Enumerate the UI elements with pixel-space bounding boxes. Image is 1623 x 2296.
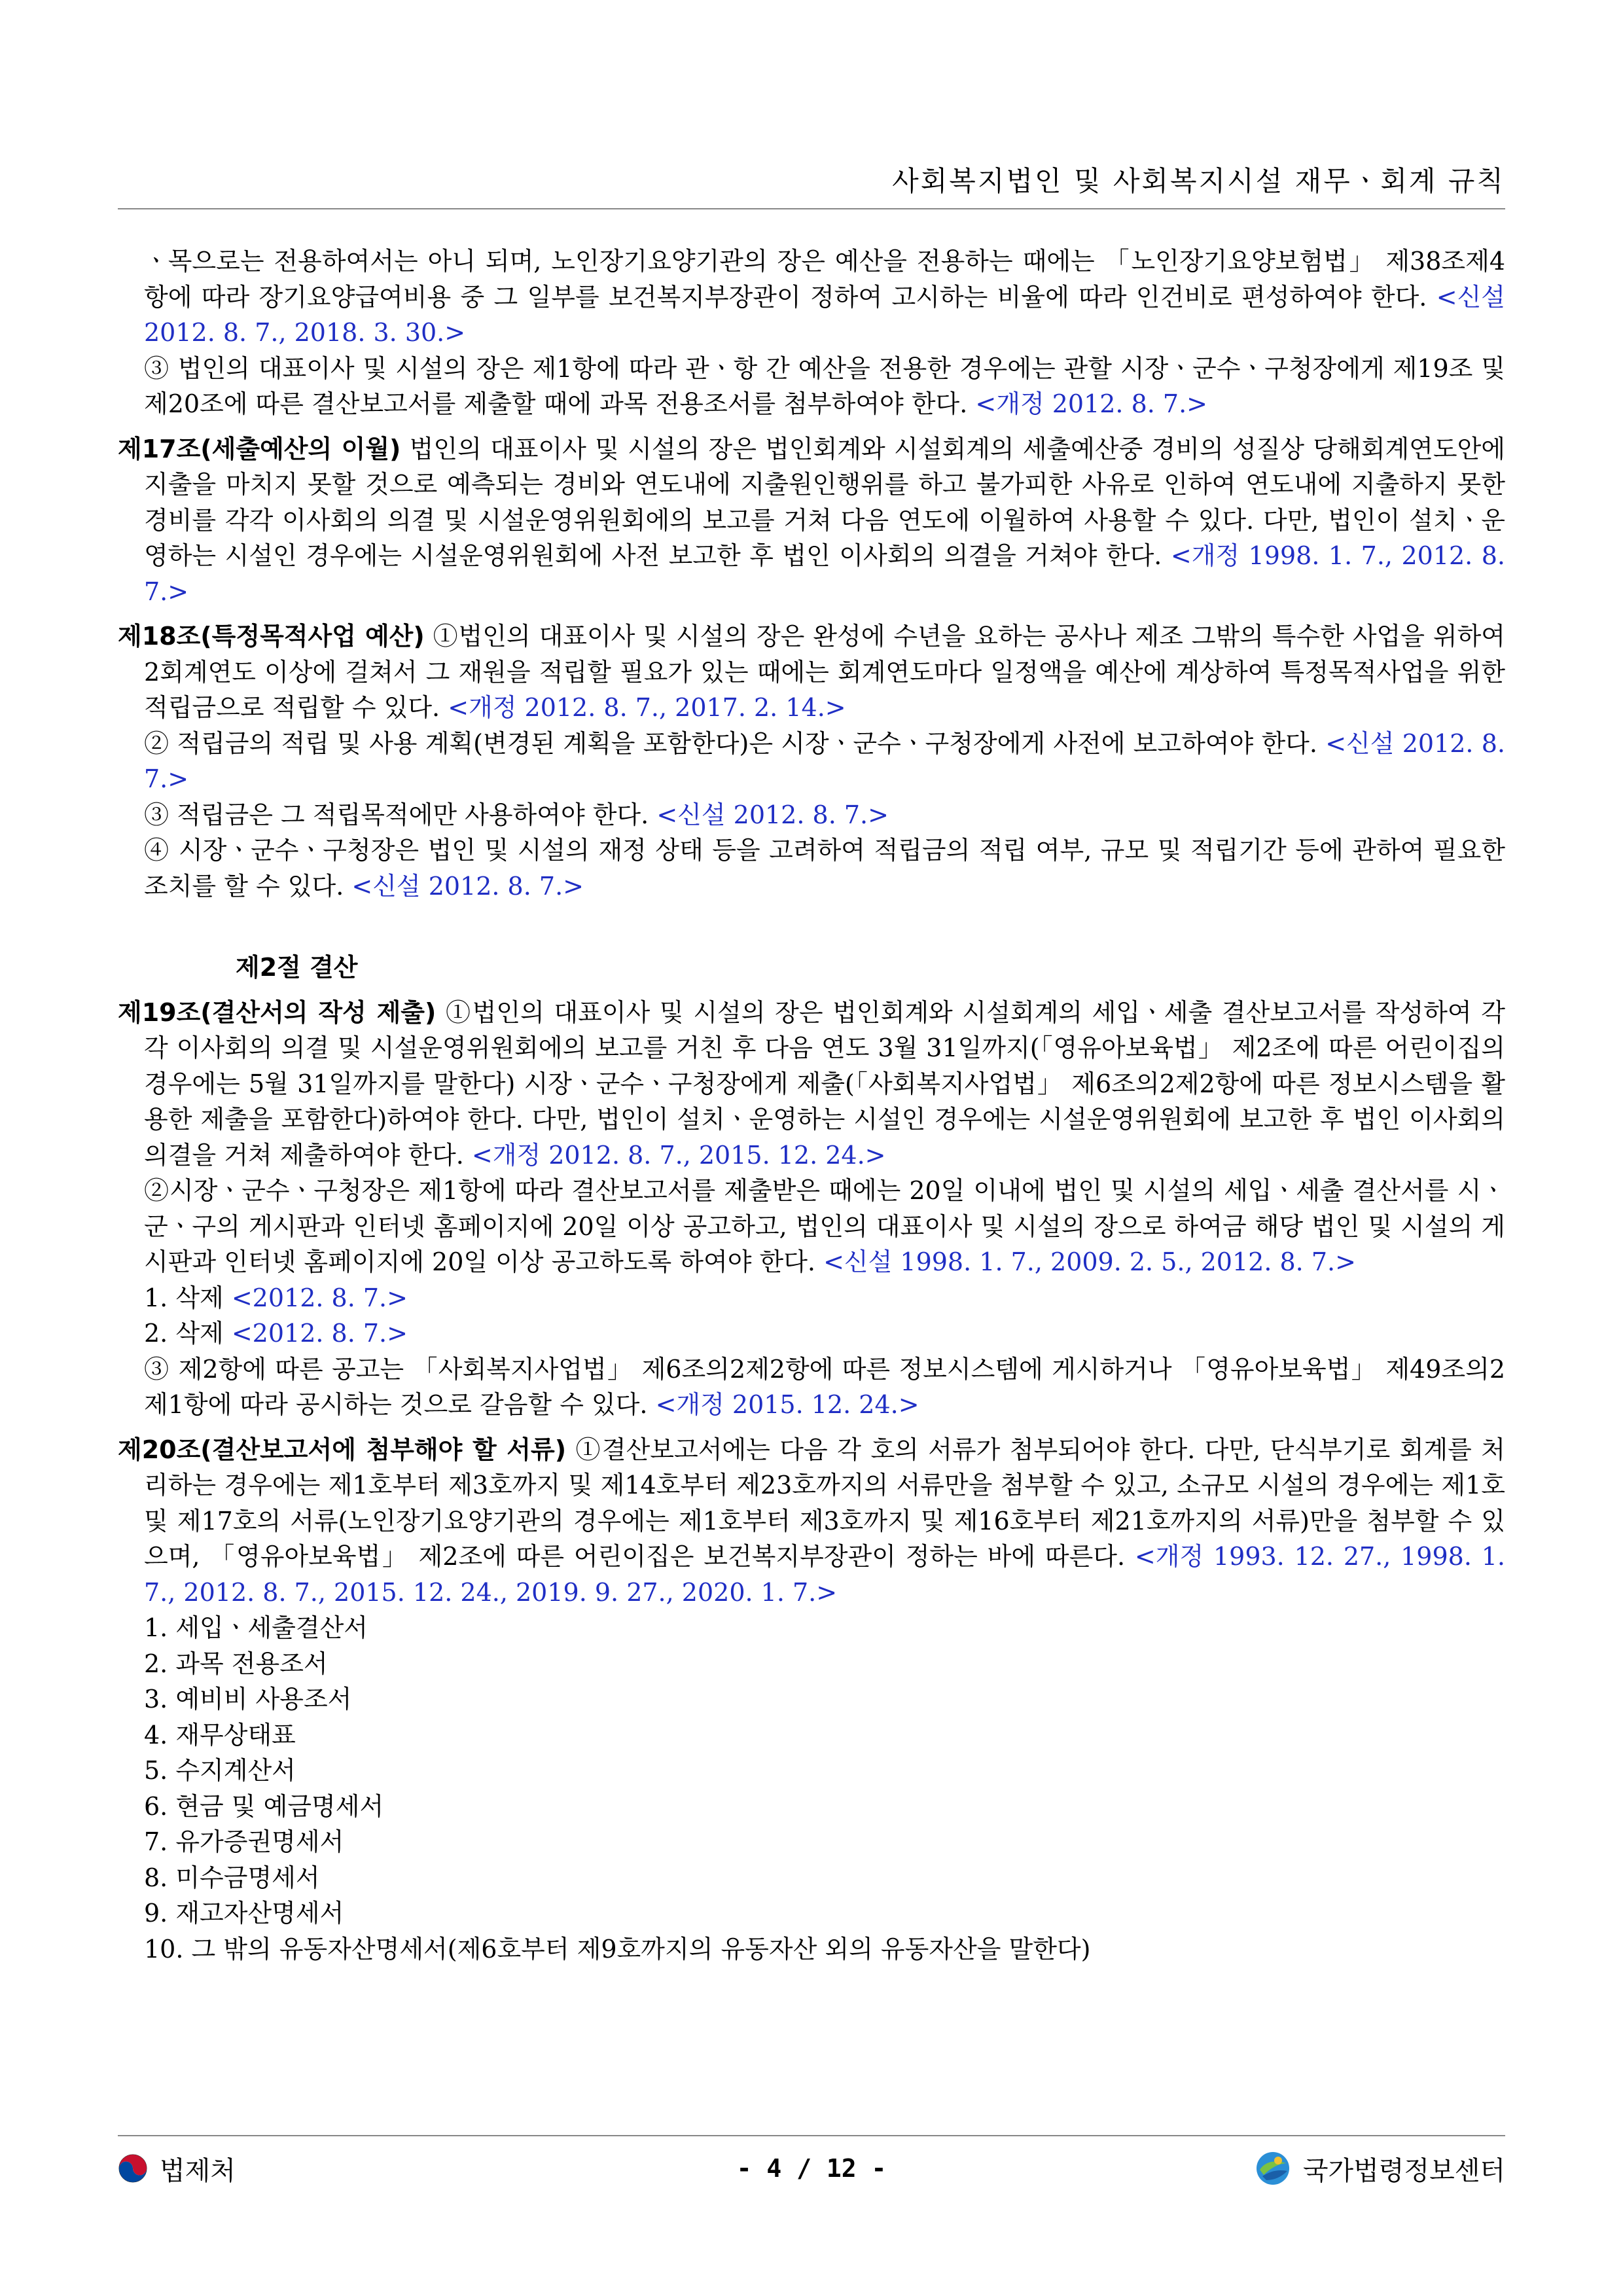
- amendment-note: <개정 1998. 1. 7., 2012. 8. 7.>: [144, 541, 1505, 606]
- paragraph-text: 1. 삭제: [144, 1283, 232, 1312]
- paragraph-text: 8. 미수금명세서: [144, 1863, 320, 1892]
- paragraph-text: 4. 재무상태표: [144, 1720, 296, 1749]
- paragraph-text: 3. 예비비 사용조서: [144, 1685, 352, 1713]
- clause-paragraph: [118, 1789, 1505, 1825]
- clause-paragraph: [118, 1352, 1505, 1423]
- clause-paragraph: [118, 797, 1505, 833]
- clause-paragraph: [118, 726, 1505, 797]
- page-number: - 4 / 12 -: [736, 2154, 887, 2183]
- article-title: 제17조(세출예산의 이월): [118, 434, 401, 463]
- clause-paragraph: [118, 1717, 1505, 1753]
- amendment-note: <신설 1998. 1. 7., 2009. 2. 5., 2012. 8. 7.>: [823, 1247, 1356, 1276]
- article-paragraph: [118, 431, 1505, 610]
- clause-paragraph: [118, 243, 1505, 351]
- page-footer: [118, 2145, 1505, 2191]
- paragraph-text: ③ 법인의 대표이사 및 시설의 장은 제1항에 따라 관ㆍ항 간 예산을 전용한 경우에는 관할 시장ㆍ군수ㆍ구청장에게 제19조 및 제20조에 따른 결산보고서를 제출할 때에 과목 전용조서를 첨부하여야 한다.: [144, 353, 1505, 418]
- header-divider: [118, 208, 1505, 209]
- amendment-note: <개정 2012. 8. 7., 2017. 2. 14.>: [448, 693, 846, 722]
- paragraph-text: ④ 시장ㆍ군수ㆍ구청장은 법인 및 시설의 재정 상태 등을 고려하여 적립금의 적립 여부, 규모 및 적립기간 등에 관하여 필요한 조치를 할 수 있다.: [144, 836, 1505, 901]
- center-name: 국가법령정보센터: [1302, 2155, 1505, 2186]
- article-title: 제18조(특정목적사업 예산): [118, 622, 425, 651]
- article-paragraph: [118, 1432, 1505, 1611]
- korea-taegeuk-emblem-icon: [118, 2153, 148, 2183]
- footer-divider: [118, 2135, 1505, 2136]
- footer-right: [1255, 2150, 1505, 2187]
- clause-paragraph: [118, 1280, 1505, 1316]
- paragraph-text: 7. 유가증권명세서: [144, 1827, 344, 1856]
- clause-paragraph: [118, 1931, 1505, 1967]
- amendment-note: <신설 2012. 8. 7.>: [656, 800, 889, 829]
- amendment-note: <신설 2012. 8. 7., 2018. 3. 30.>: [144, 282, 1505, 347]
- paragraph-text: 6. 현금 및 예금명세서: [144, 1791, 384, 1821]
- amendment-note: <신설 2012. 8. 7.>: [351, 871, 584, 901]
- clause-paragraph: [118, 1610, 1505, 1646]
- clause-paragraph: [118, 833, 1505, 904]
- section-heading: 제2절 결산: [236, 953, 358, 982]
- clause-paragraph: [118, 1753, 1505, 1789]
- clause-paragraph: [118, 351, 1505, 422]
- amendment-note: <2012. 8. 7.>: [231, 1319, 408, 1348]
- amendment-note: <신설 2012. 8. 7.>: [144, 728, 1505, 793]
- paragraph-text: 법인의 대표이사 및 시설의 장은 법인회계와 시설회계의 세출예산중 경비의 성질상 당해회계연도안에 지출을 마치지 못할 것으로 예측되는 경비와 연도내에 지출원인행위를 하고 불가피한 사유로 인하여 연도내에 지출하지 못한 경비를 각각 이사회의 의결 및 시설운영위원회에의 보고를 거쳐 다음 연도에 이월하여 사용할 수 있다. 다만, 법인이 설치ㆍ운영하는 시설인 경우에는 시설운영위원회에 사전 보고한 후 법인 이사회의 의결을 거쳐야 한다.: [144, 434, 1505, 570]
- paragraph-text: ③ 제2항에 따른 공고는 「사회복지사업법」 제6조의2제2항에 따른 정보시스템에 게시하거나 「영유아보육법」 제49조의2제1항에 따라 공시하는 것으로 갈음할 수 있다.: [144, 1354, 1505, 1419]
- amendment-note: <개정 2012. 8. 7., 2015. 12. 24.>: [471, 1140, 886, 1170]
- clause-paragraph: [118, 1824, 1505, 1860]
- paragraph-text: 10. 그 밖의 유동자산명세서(제6호부터 제9호까지의 유동자산 외의 유동자산을 말한다): [144, 1934, 1091, 1964]
- paragraph-text: 2. 삭제: [144, 1319, 232, 1348]
- paragraph-text: 9. 재고자산명세서: [144, 1899, 344, 1928]
- clause-paragraph: [118, 1316, 1505, 1352]
- clause-paragraph: [118, 1860, 1505, 1896]
- paragraph-text: 1. 세입ㆍ세출결산서: [144, 1613, 368, 1642]
- paragraph-text: ② 적립금의 적립 및 사용 계획(변경된 계획을 포함한다)은 시장ㆍ군수ㆍ구청장에게 사전에 보고하여야 한다.: [144, 728, 1326, 758]
- paragraph-text: 2. 과목 전용조서: [144, 1649, 328, 1678]
- paragraph-text: ②시장ㆍ군수ㆍ구청장은 제1항에 따라 결산보고서를 제출받은 때에는 20일 이내에 법인 및 시설의 세입ㆍ세출 결산서를 시ㆍ군ㆍ구의 게시판과 인터넷 홈페이지에 20일 이상 공고하고, 법인의 대표이사 및 시설의 장으로 하여금 해당 법인 및 시설의 게시판과 인터넷 홈페이지에 20일 이상 공고하도록 하여야 한다.: [144, 1176, 1505, 1276]
- paragraph-text: ①법인의 대표이사 및 시설의 장은 법인회계와 시설회계의 세입ㆍ세출 결산보고서를 작성하여 각각 이사회의 의결 및 시설운영위원회에의 보고를 거친 후 다음 연도 3월 31일까지(「영유아보육법」 제2조에 따른 어린이집의 경우에는 5월 31일까지를 말한다) 시장ㆍ군수ㆍ구청장에게 제출(「사회복지사업법」 제6조의2제2항에 따른 정보시스템을 활용한 제출을 포함한다)하여야 한다. 다만, 법인이 설치ㆍ운영하는 시설인 경우에는 시설운영위원회에 보고한 후 법인 이사회의 의결을 거쳐 제출하여야 한다.: [144, 997, 1505, 1170]
- amendment-note: <2012. 8. 7.>: [231, 1283, 408, 1312]
- article-paragraph: [118, 619, 1505, 726]
- clause-paragraph: [118, 1646, 1505, 1682]
- amendment-note: <개정 2015. 12. 24.>: [655, 1390, 919, 1419]
- article-title: 제20조(결산보고서에 첨부해야 할 서류): [118, 1435, 567, 1464]
- paragraph-text: 5. 수지계산서: [144, 1756, 296, 1785]
- paragraph-text: ①법인의 대표이사 및 시설의 장은 완성에 수년을 요하는 공사나 제조 그밖의 특수한 사업을 위하여 2회계연도 이상에 걸쳐서 그 재원을 적립할 필요가 있는 때에는 회계연도마다 일정액을 예산에 계상하여 특정목적사업을 위한 적립금으로 적립할 수 있다.: [144, 622, 1505, 722]
- running-header: 사회복지법인 및 사회복지시설 재무ㆍ회계 규칙: [892, 165, 1505, 197]
- paragraph-text: ①결산보고서에는 다음 각 호의 서류가 첨부되어야 한다. 다만, 단식부기로 회계를 처리하는 경우에는 제1호부터 제3호까지 및 제14호부터 제23호까지의 서류만을 첨부할 수 있고, 소규모 시설의 경우에는 제1호 및 제17호의 서류(노인장기요양기관의 경우에는 제1호부터 제3호까지 및 제16호부터 제21호까지의 서류)만을 첨부할 수 있으며, 「영유아보육법」 제2조에 따른 어린이집은 보건복지부장관이 정하는 바에 따른다.: [144, 1435, 1505, 1571]
- document-body: [118, 243, 1505, 1967]
- paragraph-text: ③ 적립금은 그 적립목적에만 사용하여야 한다.: [144, 800, 657, 829]
- article-title: 제19조(결산서의 작성 제출): [118, 997, 437, 1027]
- law-info-center-globe-icon: [1255, 2150, 1291, 2187]
- article-paragraph: [118, 995, 1505, 1174]
- paragraph-text: ㆍ목으로는 전용하여서는 아니 되며, 노인장기요양기관의 장은 예산을 전용하는 때에는 「노인장기요양보험법」 제38조제4항에 따라 장기요양급여비용 중 그 일부를 보건복지부장관이 정하여 고시하는 비율에 따라 인건비로 편성하여야 한다.: [144, 247, 1505, 312]
- footer-left: [118, 2150, 236, 2187]
- amendment-note: <개정 2012. 8. 7.>: [975, 389, 1208, 418]
- clause-paragraph: [118, 1173, 1505, 1280]
- clause-paragraph: [118, 1681, 1505, 1717]
- amendment-note: <개정 1993. 12. 27., 1998. 1. 7., 2012. 8. 7., 2015. 12. 24., 2019. 9. 27., 2020. 1. 7.>: [144, 1542, 1505, 1607]
- clause-paragraph: [118, 1895, 1505, 1931]
- ministry-name: 법제처: [160, 2155, 236, 2186]
